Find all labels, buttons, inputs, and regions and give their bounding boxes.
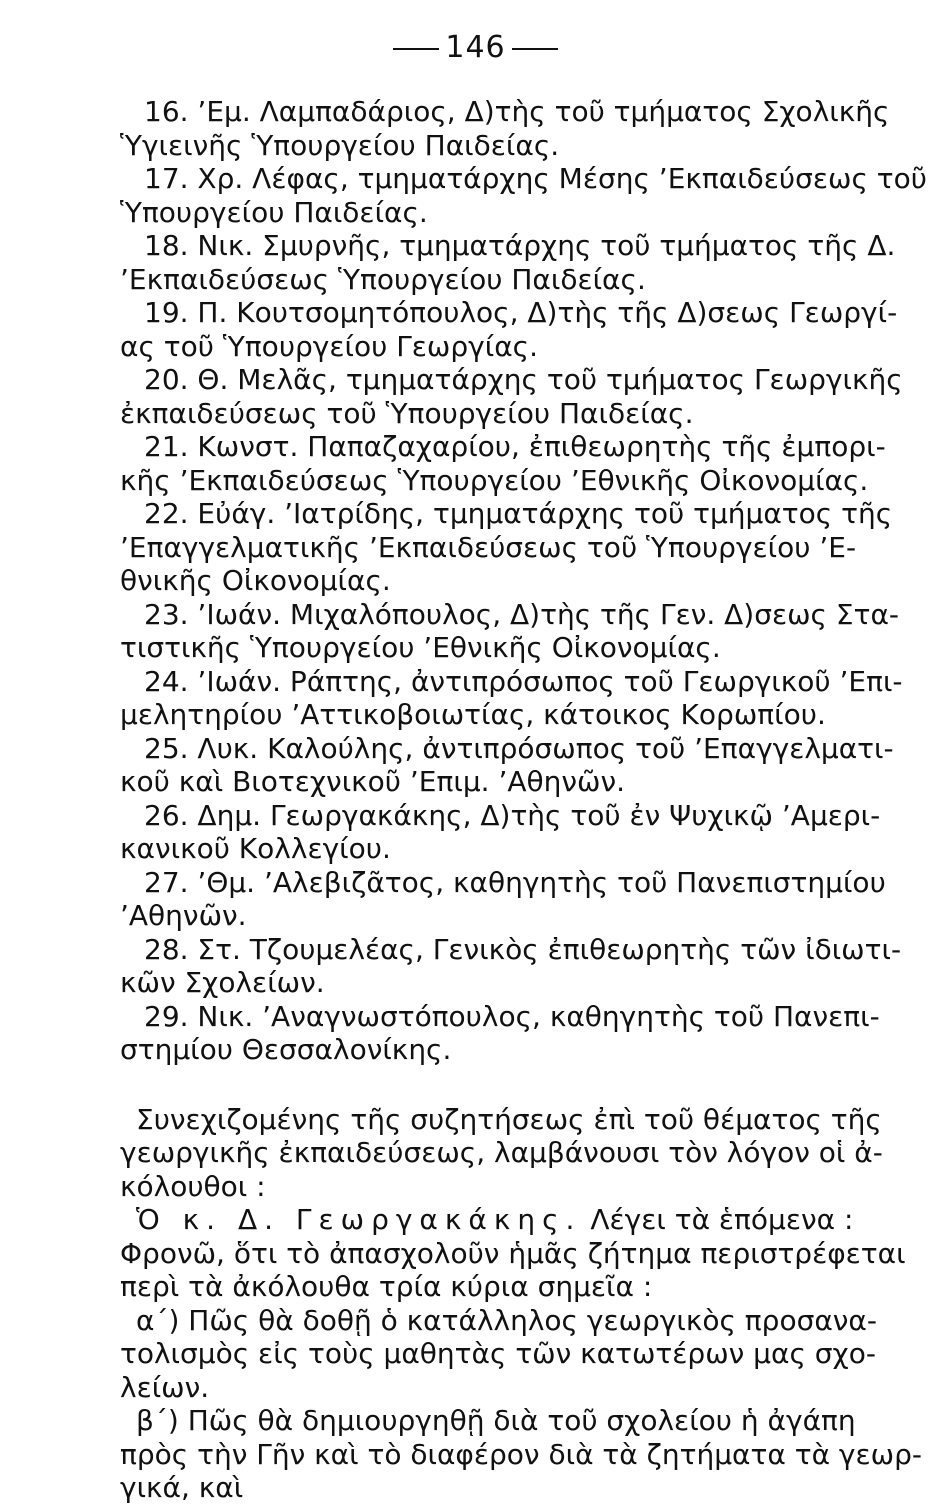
paragraph xyxy=(120,1203,910,1304)
page-number-text: 146 xyxy=(445,30,506,65)
page-number xyxy=(0,28,951,68)
paragraph-line: Συνεχιζομένης τῆς συζητήσεως ἐπὶ τοῦ θέματος τῆς xyxy=(136,1102,882,1136)
list-item xyxy=(120,665,910,732)
section-gap xyxy=(120,1067,910,1103)
list-item-line: 20. Θ. Μελᾶς, τμηματάρχης τοῦ τμήματος Γεωργικῆς xyxy=(144,363,903,396)
list-item-line: ’Εκπαιδεύσεως Ὑπουργείου Παιδείας. xyxy=(120,262,646,296)
list-item xyxy=(120,95,910,162)
list-item xyxy=(120,229,910,296)
list-item-line: 16. ’Εμ. Λαμπαδάριος, Δ)τὴς τοῦ τμήματος Σχολικῆς xyxy=(144,95,890,128)
list-item-line: κανικοῦ Κολλεγίου. xyxy=(120,832,391,865)
list-item xyxy=(120,1000,910,1067)
paragraph-line: γεωργικῆς ἐκπαιδεύσεως, λαμβάνουσι τὸν λόγον οἱ ἀ- xyxy=(120,1136,883,1169)
paragraph-line-text: Λέγει τὰ ἑπόμενα : xyxy=(581,1203,854,1236)
list-item-line: μελητηρίου ’Αττικοβοιωτίας, κάτοικος Κορωπίου. xyxy=(120,698,826,731)
list-item-line: 23. ’Ιωάν. Μιχαλόπουλος, Δ)τὴς τῆς Γεν. Δ)σεως Στα- xyxy=(144,597,900,631)
list-item xyxy=(120,866,910,933)
list-item-line: 18. Νικ. Σμυρνῆς, τμηματάρχης τοῦ τμήματος τῆς Δ. xyxy=(144,229,896,262)
list-item xyxy=(120,430,910,497)
participant-list xyxy=(120,95,927,1067)
paragraph-line: κόλουθοι : xyxy=(120,1169,266,1203)
list-item-line: 29. Νικ. ’Αναγνωστόπουλος, καθηγητὴς τοῦ Πανεπι- xyxy=(144,999,880,1033)
paragraph xyxy=(120,1304,910,1405)
paragraph-line: τολισμὸς εἰς τοὺς μαθητὰς τῶν κατωτέρων μας σχο- xyxy=(120,1337,876,1370)
list-item-line: κῶν Σχολείων. xyxy=(120,966,325,999)
list-item-line: 25. Λυκ. Καλούλης, ἀντιπρόσωπος τοῦ ’Επαγγελματι- xyxy=(144,731,894,765)
list-item-line: ’Αθηνῶν. xyxy=(120,899,247,932)
list-item-line: ἐκπαιδεύσεως τοῦ Ὑπουργείου Παιδείας. xyxy=(120,396,694,430)
list-item xyxy=(120,497,910,598)
speaker-name: Ὁ κ. Δ. Γεωργακάκης. xyxy=(136,1203,582,1236)
paragraph-line: Φρονῶ, ὅτι τὸ ἀπασχολοῦν ἡμᾶς ζήτημα περιστρέφεται xyxy=(120,1236,906,1270)
list-item-line: 27. ’Θμ. ’Αλεβιζᾶτος, καθηγητὴς τοῦ Πανεπιστημίου xyxy=(144,865,886,899)
list-item-line: τιστικῆς Ὑπουργείου ’Εθνικῆς Οἰκονομίας. xyxy=(120,631,721,664)
list-item-line: ας τοῦ Ὑπουργείου Γεωργίας. xyxy=(120,329,538,363)
paragraph-line: πρὸς τὴν Γῆν καὶ τὸ διαφέρον διὰ τὰ ζητήματα τὰ γεωρ- xyxy=(120,1437,922,1471)
list-item xyxy=(120,296,910,363)
paragraph-line xyxy=(120,1203,910,1237)
list-item-line: Ὑπουργείου Παιδείας. xyxy=(120,195,428,229)
page-body xyxy=(120,95,927,1505)
page-number-dash-right xyxy=(512,48,558,50)
paragraph xyxy=(120,1404,922,1505)
paragraph-line: α΄) Πῶς θὰ δοθῇ ὁ κατάλληλος γεωργικὸς προσανα- xyxy=(136,1303,877,1337)
list-item-line: 21. Κωνστ. Παπαζαχαρίου, ἐπιθεωρητὴς τῆς ἐμπορι- xyxy=(144,430,886,463)
list-item xyxy=(120,799,910,866)
list-item-line: στημίου Θεσσαλονίκης. xyxy=(120,1033,452,1066)
list-item-line: 28. Στ. Τζουμελέας, Γενικὸς ἐπιθεωρητὴς τῶν ἰδιωτι- xyxy=(144,932,902,966)
paragraph-line: περὶ τὰ ἀκόλουθα τρία κύρια σημεῖα : xyxy=(120,1270,653,1303)
page-number-dash-left xyxy=(393,48,439,50)
list-item xyxy=(120,363,910,430)
list-item-line: ’Επαγγελματικῆς ’Εκπαιδεύσεως τοῦ Ὑπουργείου ’Ε- xyxy=(120,530,857,564)
list-item-line: θνικῆς Οἰκονομίας. xyxy=(120,564,391,597)
list-item xyxy=(120,162,927,229)
list-item-line: Ὑγιεινῆς Ὑπουργείου Παιδείας. xyxy=(120,128,560,162)
paragraph-line: λείων. xyxy=(120,1370,210,1404)
list-item-line: 22. Εὐάγ. ’Ιατρίδης, τμηματάρχης τοῦ τμήματος τῆς xyxy=(144,497,893,530)
paragraph-line: β΄) Πῶς θὰ δημιουργηθῇ διὰ τοῦ σχολείου ἡ ἀγάπη xyxy=(136,1404,856,1437)
list-item-line: κῆς ’Εκπαιδεύσεως Ὑπουργείου ’Εθνικῆς Οἰκονομίας. xyxy=(120,463,869,497)
discussion-text xyxy=(120,1102,922,1505)
paragraph-line: γικά, καὶ xyxy=(120,1471,244,1504)
list-item xyxy=(120,933,910,1000)
paragraph xyxy=(120,1103,910,1204)
list-item-line: κοῦ καὶ Βιοτεχνικοῦ ’Επιμ. ’Αθηνῶν. xyxy=(120,765,625,798)
list-item-line: 26. Δημ. Γεωργακάκης, Δ)τὴς τοῦ ἐν Ψυχικῷ ’Αμερι- xyxy=(144,798,881,832)
list-item-line: 17. Χρ. Λέφας, τμηματάρχης Μέσης ’Εκπαιδεύσεως τοῦ xyxy=(144,162,927,195)
list-item-line: 24. ’Ιωάν. Ράπτης, ἀντιπρόσωπος τοῦ Γεωργικοῦ ’Επι- xyxy=(144,664,903,698)
list-item-line: 19. Π. Κουτσομητόπουλος, Δ)τὴς τῆς Δ)σεως Γεωργί- xyxy=(144,296,898,329)
list-item xyxy=(120,598,910,665)
list-item xyxy=(120,732,910,799)
